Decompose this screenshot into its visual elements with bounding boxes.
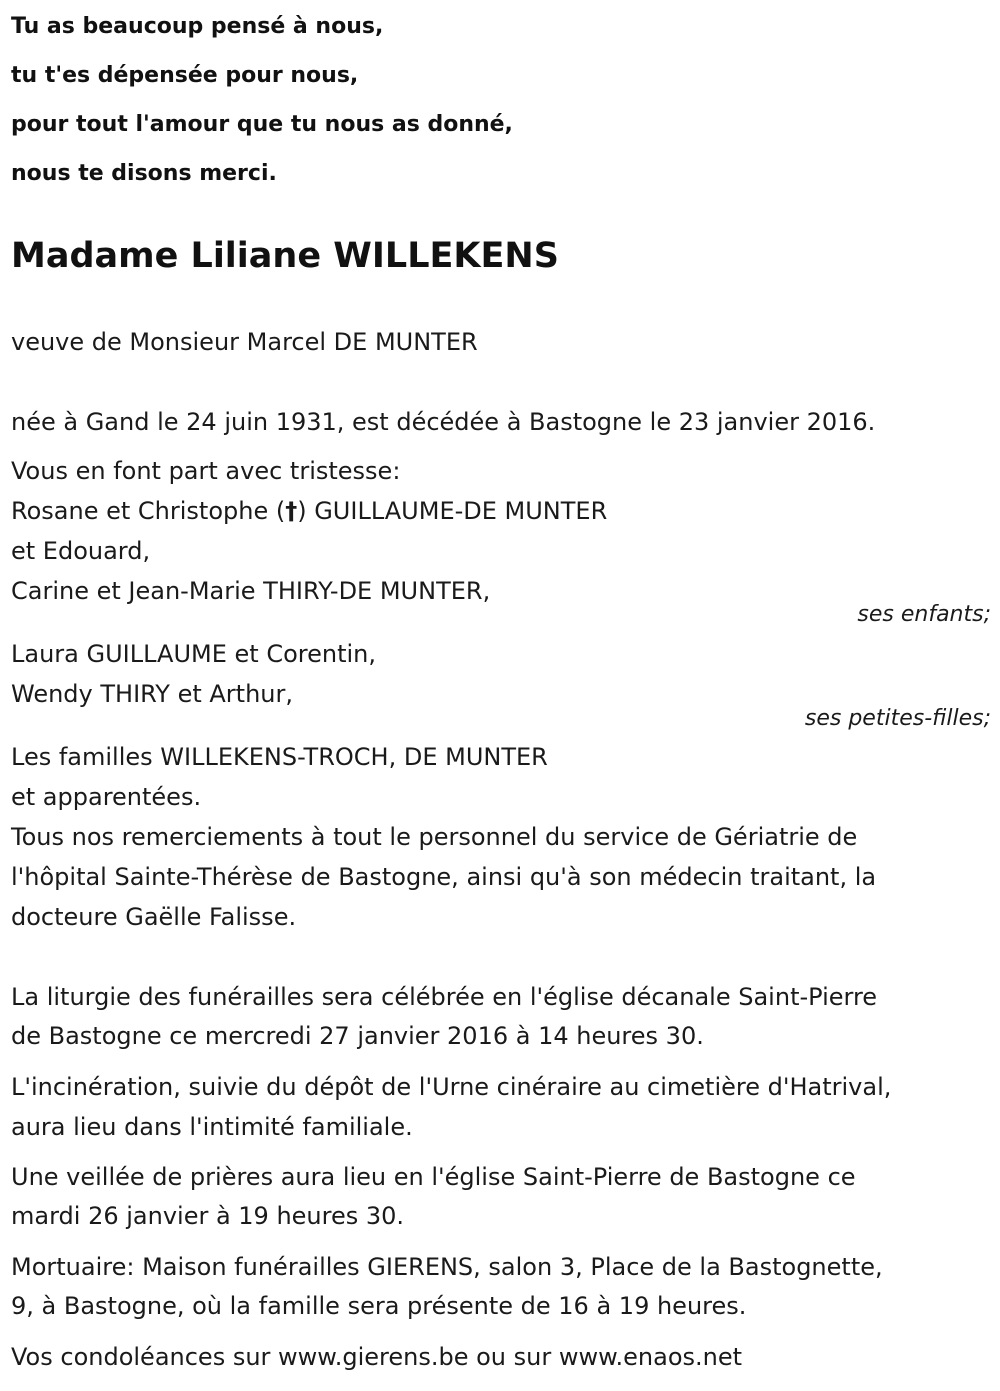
children-line-1-start: Rosane et Christophe ( xyxy=(11,497,286,525)
deceased-name: Madame Liliane WILLEKENS xyxy=(11,236,559,276)
liturgy-line-1: La liturgie des funérailles sera célébrée en l'église décanale Saint-Pierre xyxy=(11,983,878,1011)
thanks-line-3: docteure Gaëlle Falisse. xyxy=(11,903,297,931)
mortuary-line-1: Mortuaire: Maison funérailles GIERENS, salon 3, Place de la Bastognette, xyxy=(11,1253,883,1281)
children-line-3: Carine et Jean-Marie THIRY-DE MUNTER, xyxy=(11,577,491,605)
granddaughters-line-1: Laura GUILLAUME et Corentin, xyxy=(11,640,376,668)
children-line-2: et Edouard, xyxy=(11,537,151,565)
condolences: Vos condoléances sur www.gierens.be ou sur www.enaos.net xyxy=(11,1343,743,1371)
cremation-line-1: L'incinération, suivie du dépôt de l'Urne cinéraire au cimetière d'Hatrival, xyxy=(11,1073,892,1101)
announce-intro: Vous en font part avec tristesse: xyxy=(11,457,401,485)
obituary-page xyxy=(11,0,991,1371)
poem xyxy=(11,2,991,198)
widow-of: veuve de Monsieur Marcel DE MUNTER xyxy=(11,328,478,356)
families-line-2: et apparentées. xyxy=(11,783,202,811)
thanks-line-1: Tous nos remerciements à tout le personnel du service de Gériatrie de xyxy=(11,823,858,851)
granddaughters-role: ses petites-filles; xyxy=(804,706,991,731)
children-role: ses enfants; xyxy=(857,602,991,627)
birth-death: née à Gand le 24 juin 1931, est décédée à Bastogne le 23 janvier 2016. xyxy=(11,408,876,436)
poem-line: nous te disons merci. xyxy=(11,161,277,186)
poem-line: tu t'es dépensée pour nous, xyxy=(11,63,359,88)
families-line-1: Les familles WILLEKENS-TROCH, DE MUNTER xyxy=(11,743,548,771)
cross-icon: † xyxy=(285,497,298,525)
liturgy-line-2: de Bastogne ce mercredi 27 janvier 2016 à 14 heures 30. xyxy=(11,1022,704,1050)
children-line-1-end: ) GUILLAUME-DE MUNTER xyxy=(297,497,608,525)
mortuary-line-2: 9, à Bastogne, où la famille sera présente de 16 à 19 heures. xyxy=(11,1292,747,1320)
vigil-line-2: mardi 26 janvier à 19 heures 30. xyxy=(11,1202,405,1230)
poem-line: Tu as beaucoup pensé à nous, xyxy=(11,14,384,39)
cremation-line-2: aura lieu dans l'intimité familiale. xyxy=(11,1113,413,1141)
granddaughters-line-2: Wendy THIRY et Arthur, xyxy=(11,680,293,708)
vigil-line-1: Une veillée de prières aura lieu en l'église Saint-Pierre de Bastogne ce xyxy=(11,1163,856,1191)
poem-line: pour tout l'amour que tu nous as donné, xyxy=(11,112,513,137)
children-line-1 xyxy=(11,491,607,531)
thanks-line-2: l'hôpital Sainte-Thérèse de Bastogne, ainsi qu'à son médecin traitant, la xyxy=(11,863,877,891)
